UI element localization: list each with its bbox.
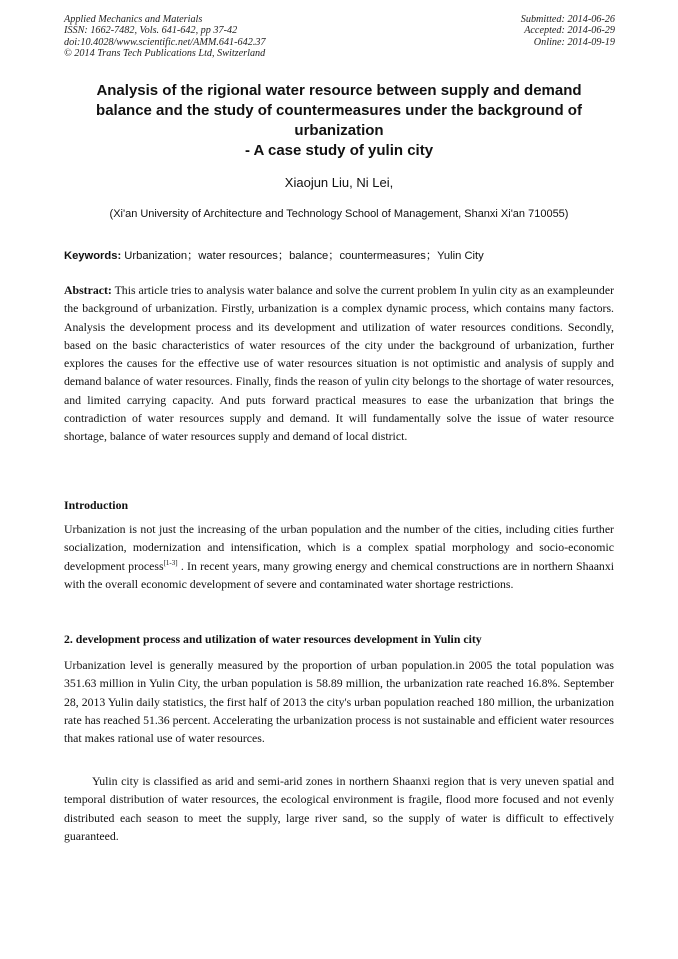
abstract (64, 281, 614, 446)
copyright-line: © 2014 Trans Tech Publications Ltd, Switzerland (64, 47, 266, 59)
submission-dates (521, 14, 615, 48)
keywords (64, 247, 484, 263)
abstract-label: Abstract: (64, 283, 112, 297)
section2-paragraph-1: Urbanization level is generally measured by the proportion of urban population.in 2005 the total population was 351.63 million in Yulin City, the urban population is 58.89 million, the urbanization rate reached 16.8%. September 28, 2013 Yulin daily statistics, the first half of 2013 the city's urban population reached 180 million, the urbanization rate has reached 51.36 percent. Accelerating the urbanization process is not sustainable and efficient water resources that makes rational use of water resources. (64, 658, 614, 746)
doi-line: doi:10.4028/www.scientific.net/AMM.641-642.37 (64, 36, 266, 48)
intro-text-cont: . In recent years, many growing energy and chemical constructions are in northern Shaanxi with the overall economic development of severe and contaminated water shortage restrictions. (64, 558, 615, 591)
title-line: balance and the study of countermeasures under the background of (96, 102, 582, 119)
submitted-date: Submitted: 2014-06-26 (520, 14, 615, 25)
journal-name: Applied Mechanics and Materials (64, 14, 203, 25)
keywords-text: Urbanization；water resources；balance；countermeasures；Yulin City (121, 250, 484, 262)
citation-ref[interactable]: [1-3] (163, 558, 178, 567)
journal-info (64, 14, 266, 59)
section2-paragraph-2: Yulin city is classified as arid and semi-arid zones in northern Shaanxi region that is very uneven spatial and temporal distribution of water resources, the ecological environment is fragile, flood more focused and not evenly distributed each season to meet the supply, large river sand, so the supply of water is difficult to effectively guaranteed. (64, 774, 614, 843)
affiliation: (Xi'an University of Architecture and Technology School of Management, Shanxi Xi'an 710055) (109, 208, 569, 220)
intro-text: Urbanization is not just the increasing of the urban population and the number of the cities, including cities further socialization, modernization and intensification, which is a complex spatial morphology and socio-economic development process (64, 522, 614, 573)
accepted-date: Accepted: 2014-06-29 (524, 25, 615, 37)
keywords-label: Keywords: (64, 250, 122, 262)
abstract-text: This article tries to analysis water balance and solve the current problem In yulin city as an exampleunder the background of urbanization. Firstly, urbanization is a complex dynamic process, which contains many factors. Analysis the development process and its development and utilization of water resources conditions. Secondly, based on the basic characteristics of water resources of the city under the background of urbanization, further explores the causes for the effective use of water resources situation is not optimistic and analysis of supply and demand balance of water resources. Finally, finds the reason of yulin city belongs to the shortage of water resources, and limited carrying capacity. And puts forward practical measures to ease the urbanization that brings the contradiction of water resources supply and demand. It will fundamentally solve the issue of water resource shortage, balance of water resources supply and demand of local district. (64, 283, 614, 444)
introduction-heading: Introduction (64, 498, 129, 512)
title-line: urbanization (294, 122, 384, 139)
title-line: Analysis of the rigional water resource between supply and demand (96, 82, 582, 99)
authors: Xiaojun Liu, Ni Lei, (284, 175, 394, 190)
subtitle-line: - A case study of yulin city (244, 142, 434, 159)
online-date: Online: 2014-09-19 (533, 36, 615, 48)
issn-line: ISSN: 1662-7482, Vols. 641-642, pp 37-42 (64, 25, 238, 37)
paper-title (60, 81, 618, 161)
introduction-paragraph (64, 520, 614, 593)
section2-heading: 2. development process and utilization of water resources development in Yulin city (64, 632, 482, 646)
